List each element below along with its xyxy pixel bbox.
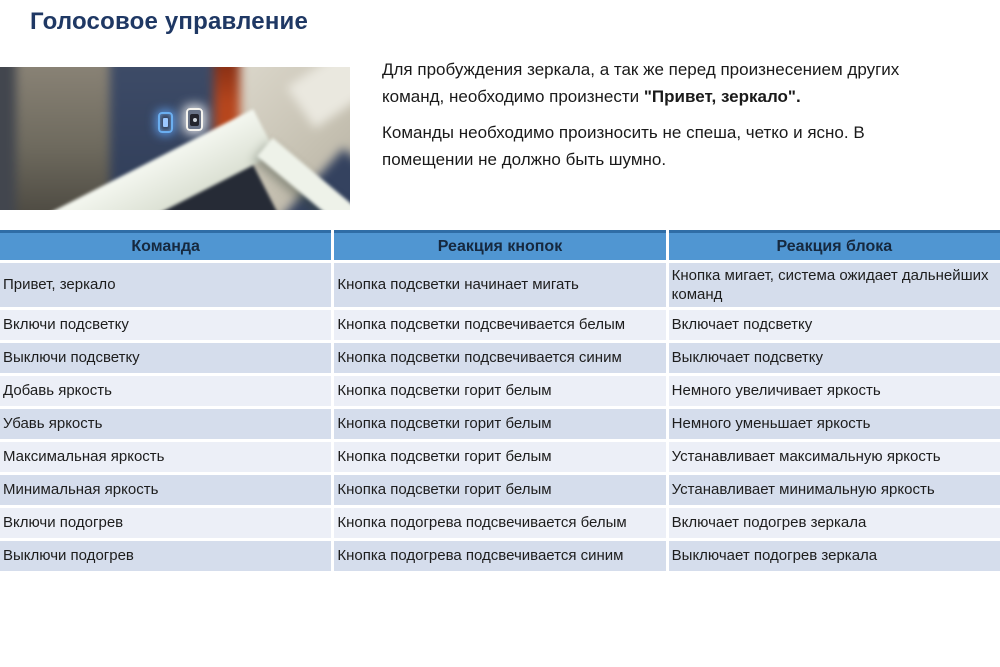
command-cell: Включи подсветку: [0, 310, 331, 340]
command-cell: Выключи подогрев: [0, 541, 331, 571]
table-row: [0, 310, 1000, 340]
block-reaction-cell: Кнопка мигает, система ожидает дальнейших команд: [669, 263, 1000, 307]
table-row: [0, 475, 1000, 505]
command-cell: Привет, зеркало: [0, 263, 331, 307]
command-cell: Включи подогрев: [0, 508, 331, 538]
page-title: Голосовое управление: [30, 8, 309, 35]
column-header-command: Команда: [0, 230, 331, 260]
button-reaction-cell: Кнопка подогрева подсвечивается белым: [334, 508, 665, 538]
button-reaction-cell: Кнопка подсветки горит белым: [334, 442, 665, 472]
table-row: [0, 442, 1000, 472]
button-reaction-cell: Кнопка подсветки подсвечивается белым: [334, 310, 665, 340]
intro-text: [382, 56, 982, 173]
block-reaction-cell: Немного уменьшает яркость: [669, 409, 1000, 439]
table-row: [0, 508, 1000, 538]
column-header-button-reaction: Реакция кнопок: [334, 230, 665, 260]
mirror-photo: [0, 67, 350, 210]
table-row: [0, 409, 1000, 439]
block-reaction-cell: Включает подсветку: [669, 310, 1000, 340]
intro-p1-line1: Для пробуждения зеркала, а так же перед произнесением других: [382, 60, 900, 79]
table-row: [0, 343, 1000, 373]
block-reaction-cell: Устанавливает максимальную яркость: [669, 442, 1000, 472]
column-header-block-reaction: Реакция блока: [669, 230, 1000, 260]
table-row: [0, 376, 1000, 406]
intro-p2-line1: Команды необходимо произносить не спеша, четко и ясно. В: [382, 123, 865, 142]
command-cell: Выключи подсветку: [0, 343, 331, 373]
block-reaction-cell: Устанавливает минимальную яркость: [669, 475, 1000, 505]
command-cell: Добавь яркость: [0, 376, 331, 406]
button-reaction-cell: Кнопка подсветки подсвечивается синим: [334, 343, 665, 373]
button-reaction-cell: Кнопка подсветки горит белым: [334, 475, 665, 505]
mirror-rim: [0, 67, 350, 210]
command-cell: Минимальная яркость: [0, 475, 331, 505]
command-cell: Максимальная яркость: [0, 442, 331, 472]
block-reaction-cell: Включает подогрев зеркала: [669, 508, 1000, 538]
intro-p2-line2: помещении не должно быть шумно.: [382, 150, 667, 169]
heat-button-icon: [186, 108, 203, 131]
wake-phrase: "Привет, зеркало".: [643, 87, 801, 106]
button-reaction-cell: Кнопка подсветки начинает мигать: [334, 263, 665, 307]
intro-p1-line2: команд, необходимо произнести "Привет, зеркало".: [382, 87, 801, 106]
table-header-row: [0, 230, 1000, 260]
table-row: [0, 263, 1000, 307]
light-button-icon: [158, 112, 173, 133]
voice-commands-table: [0, 230, 1000, 571]
table-row: [0, 541, 1000, 571]
button-reaction-cell: Кнопка подсветки горит белым: [334, 409, 665, 439]
block-reaction-cell: Немного увеличивает яркость: [669, 376, 1000, 406]
button-reaction-cell: Кнопка подсветки горит белым: [334, 376, 665, 406]
command-cell: Убавь яркость: [0, 409, 331, 439]
button-reaction-cell: Кнопка подогрева подсвечивается синим: [334, 541, 665, 571]
block-reaction-cell: Выключает подсветку: [669, 343, 1000, 373]
block-reaction-cell: Выключает подогрев зеркала: [669, 541, 1000, 571]
